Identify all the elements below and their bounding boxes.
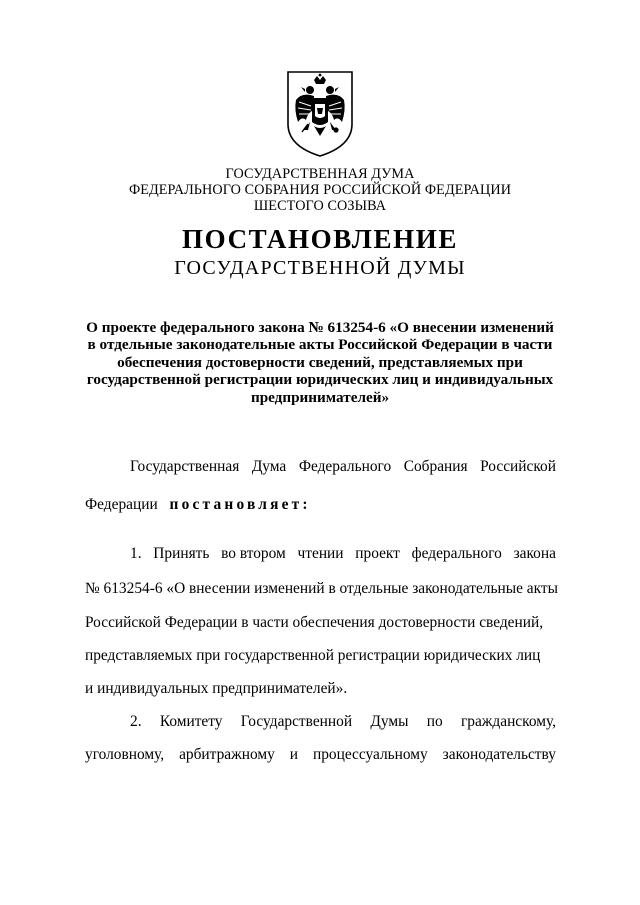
word: Российской <box>480 458 556 475</box>
federal-assembly-name: ФЕДЕРАЛЬНОГО СОБРАНИЯ РОССИЙСКОЙ ФЕДЕРАЦИИ <box>128 182 512 198</box>
word: законодательству <box>442 746 556 763</box>
coat-of-arms-emblem-icon <box>284 70 356 158</box>
resolution-subject <box>70 319 570 406</box>
word: чтении <box>297 545 344 562</box>
subject-line: обеспечения достоверности сведений, представляемых при <box>117 353 523 371</box>
p1-line-2: № 613254-6 «О внесении изменений в отдельные законодательные акты <box>85 580 558 597</box>
word: Комитету <box>159 713 223 730</box>
intro-line-2 <box>85 496 556 514</box>
word: федерального <box>411 545 502 562</box>
word: уголовному, <box>85 746 165 763</box>
p2-line-2 <box>85 746 556 764</box>
convocation: ШЕСТОГО СОЗЫВА <box>253 198 387 214</box>
p1-line-5: и индивидуальных предпринимателей». <box>85 680 348 697</box>
word: Государственная <box>130 458 240 475</box>
word: и <box>289 746 299 763</box>
word: во втором <box>221 545 286 562</box>
item-number: 2. <box>130 713 142 730</box>
word: гражданскому, <box>460 713 556 730</box>
item-number: 1. <box>130 545 142 562</box>
word: процессуальному <box>312 746 428 763</box>
subject-line: О проекте федерального закона № 613254-6 «О внесении изменений <box>86 319 554 336</box>
word: арбитражному <box>179 746 275 763</box>
word: закона <box>513 545 556 562</box>
p1-line-1 <box>130 545 556 563</box>
word: Дума <box>251 458 287 475</box>
intro-line-1 <box>130 458 556 476</box>
word: Федерации <box>85 496 158 513</box>
word: проект <box>355 545 400 562</box>
document-type-title: ПОСТАНОВЛЕНИЕ <box>182 224 458 254</box>
word: Федерального <box>298 458 392 475</box>
p1-line-3: Российской Федерации в части обеспечения достоверности сведений, <box>85 614 544 631</box>
word: по <box>426 713 443 730</box>
p1-line-4: представляемых при государственной регистрации юридических лиц <box>85 647 541 664</box>
word: Принять <box>153 545 210 562</box>
word: Собрания <box>403 458 468 475</box>
subject-line: государственной регистрации юридических лиц и индивидуальных <box>86 371 554 389</box>
subject-line: в отдельные законодательные акты Российской Федерации в части <box>87 336 553 354</box>
subject-line: предпринимателей» <box>250 388 390 406</box>
word: Государственной <box>240 713 353 730</box>
document-type-subtitle: ГОСУДАРСТВЕННОЙ ДУМЫ <box>174 257 466 279</box>
resolves-verb: постановляет: <box>169 496 311 513</box>
p2-line-1 <box>130 713 556 731</box>
duma-name: ГОСУДАРСТВЕННАЯ ДУМА <box>225 166 415 182</box>
word: Думы <box>370 713 409 730</box>
